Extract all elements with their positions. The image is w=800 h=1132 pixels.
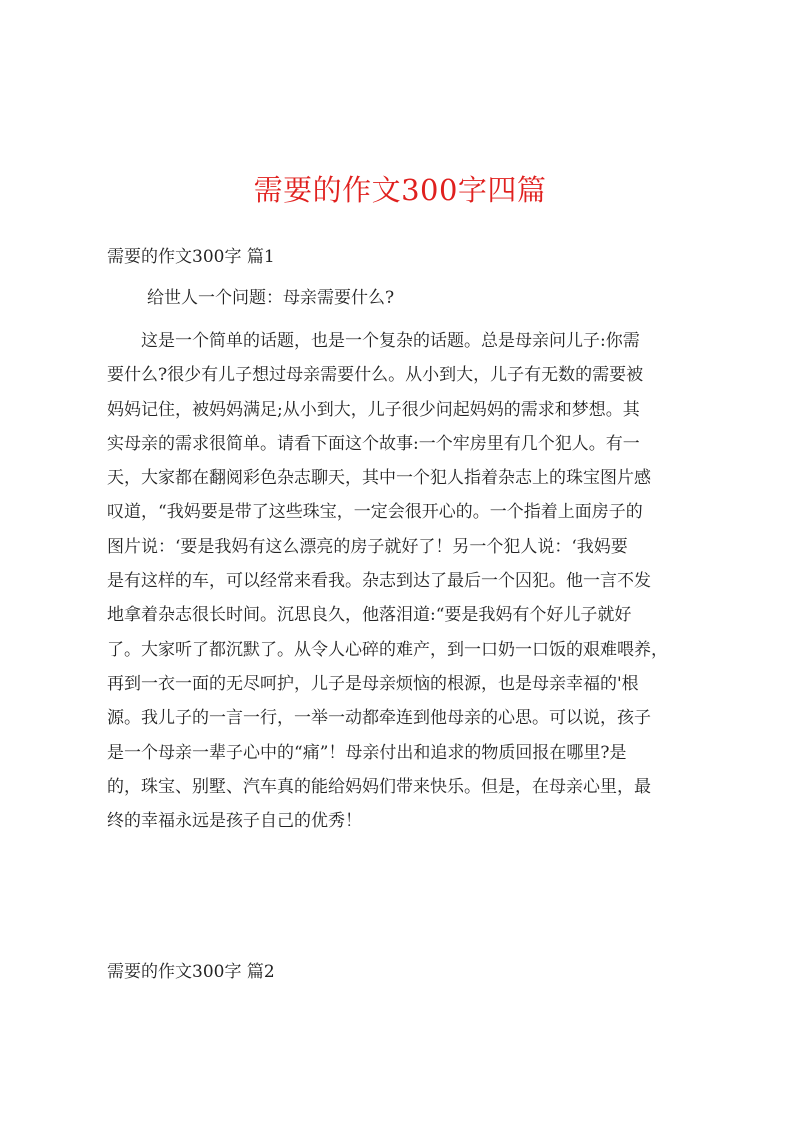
- section-1-body: [107, 324, 703, 838]
- body-line: 要什么?很少有儿子想过母亲需要什么。从小到大，儿子有无数的需要被: [107, 365, 644, 386]
- section-heading-2: 需要的作文300字 篇2: [107, 962, 275, 982]
- body-line: 叹道，“我妈要是带了这些珠宝，一定会很开心的。一个指着上面房子的: [107, 502, 643, 523]
- body-line: 图片说：‘要是我妈有这么漂亮的房子就好了！另一个犯人说：‘我妈要: [107, 536, 628, 557]
- body-line: 源。我儿子的一言一行，一举一动都牵连到他母亲的心思。可以说，孩子: [107, 708, 651, 729]
- body-line: 是有这样的车，可以经常来看我。杂志到达了最后一个囚犯。他一言不发: [107, 571, 651, 592]
- body-line: 再到一衣一面的无尽呵护，儿子是母亲烦恼的根源，也是母亲幸福的'根: [107, 673, 639, 694]
- section-1-question: 给世人一个问题：母亲需要什么?: [147, 288, 395, 308]
- body-line: 地拿着杂志很长时间。沉思良久，他落泪道:“要是我妈有个好儿子就好: [107, 605, 632, 626]
- body-line: 是一个母亲一辈子心中的“痛”！母亲付出和追求的物质回报在哪里?是: [107, 742, 627, 763]
- body-line: 终的幸福永远是孩子自己的优秀！: [107, 811, 362, 832]
- body-line: 这是一个简单的话题，也是一个复杂的话题。总是母亲问儿子:你需: [107, 331, 640, 351]
- body-line: 妈妈记住，被妈妈满足;从小到大，儿子很少问起妈妈的需求和梦想。其: [107, 399, 640, 420]
- document-title: 需要的作文300字四篇: [253, 173, 547, 207]
- body-line: 实母亲的需求很简单。请看下面这个故事:一个牢房里有几个犯人。有一: [107, 433, 640, 454]
- body-line: 的，珠宝、别墅、汽车真的能给妈妈们带来快乐。但是，在母亲心里，最: [107, 776, 651, 797]
- body-line: 天，大家都在翻阅彩色杂志聊天，其中一个犯人指着杂志上的珠宝图片感: [107, 468, 651, 489]
- section-heading-1: 需要的作文300字 篇1: [107, 247, 275, 267]
- body-line: 了。大家听了都沉默了。从令人心碎的难产，到一口奶一口饭的艰难喂养，: [107, 639, 668, 660]
